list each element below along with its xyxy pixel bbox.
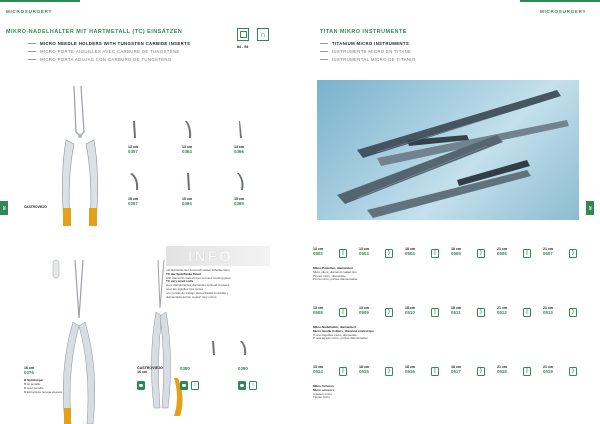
- tip-code: 0366: [234, 149, 244, 155]
- cell: 21 cm 0518: [497, 365, 508, 374]
- needle-holder-illustration: [50, 84, 110, 234]
- item-desc: B Spitzkörper B tip tenaille B avec tenaille B Estrampas tenaga ciseaux: [24, 378, 63, 394]
- cell: 21 cm 0507: [543, 247, 554, 256]
- right-page-number: 29: [586, 201, 594, 215]
- tip-item: [128, 120, 140, 154]
- tip-code: 0357: [128, 201, 138, 207]
- straight-jaw-icon: |: [523, 308, 531, 317]
- cell: 13 cm 0514: [313, 365, 324, 374]
- tip-item: [234, 172, 246, 206]
- right-section-label: MICROSURGERY: [540, 9, 587, 14]
- item-code: 0376: [24, 370, 34, 376]
- curved-jaw-icon: ): [569, 367, 577, 376]
- curved-jaw-icon: ): [477, 308, 485, 317]
- tc-badge-group: [237, 28, 269, 41]
- symbol-row: [238, 381, 257, 390]
- round-handle-icon: [238, 381, 246, 390]
- fine-tip-icon: [234, 120, 246, 140]
- tips-grid: [128, 120, 264, 215]
- item-code: 0380: [180, 366, 190, 371]
- tip-item: [234, 120, 246, 154]
- cell: 18 cm 0504: [405, 247, 416, 256]
- castroviejo-item: [137, 366, 163, 390]
- tip-size: 15 cm: [182, 197, 193, 201]
- cell: 18 cm 0516: [405, 365, 416, 374]
- cell: 13 cm 0509: [359, 306, 370, 315]
- left-sub-en: MICRO NEEDLE HOLDERS WITH TUNGSTEN CARBIDE INSERTS: [28, 41, 190, 46]
- curved-jaw-icon: ): [569, 249, 577, 258]
- straight-jaw-icon: |: [431, 308, 439, 317]
- bottom-item: [24, 366, 84, 395]
- cell: 21 cm 0512: [497, 306, 508, 315]
- straight-jaw-icon: |: [523, 249, 531, 258]
- tip-code: 0357: [128, 149, 138, 155]
- symbol-row: [180, 381, 199, 390]
- row-desc: Mikro-Scheren Micro scissors Ciseaux micro Tijeras micro: [313, 384, 335, 400]
- cell: 13 cm 0502: [313, 247, 324, 256]
- code-item: [180, 366, 199, 390]
- bullet-dash: [28, 43, 36, 44]
- cell: 13 cm 0508: [313, 306, 324, 315]
- tip-size: 15 cm: [128, 197, 139, 201]
- row-desc: Mikro-Pinzetten, diamantiert Micro pliers, diamond coated tips Pinces micro, diamantée Pinza micro, puntas diamantadas: [313, 266, 358, 282]
- curved-tip-icon: [238, 340, 248, 356]
- straight-jaw-icon: |: [431, 367, 439, 376]
- cell: 18 cm 0511: [451, 306, 462, 315]
- code-item: [238, 366, 257, 390]
- tip-item: [182, 172, 194, 206]
- curved-jaw-icon: ): [477, 249, 485, 258]
- curved-tip-icon: [128, 172, 140, 192]
- straight-jaw-icon: |: [523, 367, 531, 376]
- castro-size: 16 cm: [137, 370, 148, 375]
- bullet-dash: [28, 59, 36, 60]
- cell: 18 cm 0510: [405, 306, 416, 315]
- curved-tip-icon: [234, 172, 246, 192]
- cell: 18 cm 0515: [359, 365, 370, 374]
- left-sub-fr: MICRO PORTE-AIGUILLES AVEC CARBURE DE TUNGSTÈNE: [28, 49, 180, 54]
- tip-size: 13 cm: [128, 145, 139, 149]
- cell: 18 cm 0505: [451, 247, 462, 256]
- curved-jaw-icon: ): [385, 308, 393, 317]
- info-word: INFO: [188, 248, 234, 264]
- round-handle-icon: [137, 381, 145, 390]
- row-desc: Mikro-Nadelhalter, diamantiert Micro needle holders, diamond coated tips P orte-Aiguilles micro, diamantée P orta agujas micro, puntas diamantadas: [313, 325, 374, 341]
- tip-code: 0364: [182, 201, 192, 207]
- cell: 21 cm 0513: [543, 306, 554, 315]
- tip-size: 15 cm: [234, 197, 245, 201]
- straight-tip-icon: [208, 340, 218, 356]
- gold-handle-needle-holder-illustration: [45, 258, 115, 424]
- right-sub-en: TITANIUM MICRO INSTRUMENTS: [320, 41, 409, 46]
- bullet-dash: [320, 43, 328, 44]
- bullet-dash: [320, 51, 328, 52]
- info-text: mit diamantierten Innenschneiden Arbeitsenden, TC der Spitzflanke fixiert with diamond coated inner-crosses working jaws, TC very sized ends avec diamantiertes diamantée schneid croisées, pour les aiguilles très cortes con puntas de trabajo diamantadas cruzadas y diamantada acción sujetar muy cortos: [166, 268, 232, 299]
- badge-caption: 84 - 94: [237, 45, 249, 49]
- tip-item: [182, 120, 194, 154]
- cell: 21 cm 0519: [543, 365, 554, 374]
- castro-tag: CASTROVIEJO: [137, 366, 163, 370]
- item-code: 0390: [238, 366, 248, 371]
- curved-jaw-icon: ): [569, 308, 577, 317]
- instrument-photo: [317, 80, 579, 220]
- tip-item: [128, 172, 140, 206]
- right-sub-es: INSTRUMENTAL MICRO DE TITANIO: [320, 57, 416, 62]
- tip-size: 13 cm: [234, 145, 245, 149]
- curved-jaw-icon: ): [385, 249, 393, 258]
- castroviejo-needle-holder-illustration: [140, 258, 190, 418]
- curved-jaw-icon: ): [385, 367, 393, 376]
- lock-handle-icon: ∩: [249, 381, 257, 390]
- tip-code: 0364: [182, 149, 192, 155]
- right-header-bar: [520, 0, 600, 2]
- straight-tip-icon: [128, 120, 140, 140]
- tc-badge-icon: [237, 28, 249, 41]
- left-title: MIKRO-NADELHALTER MIT HARTMETALL (TC) EINSÄTZEN: [6, 29, 183, 35]
- left-header-bar: [0, 0, 80, 2]
- cell: 13 cm 0503: [359, 247, 370, 256]
- item-size: 16 cm: [24, 366, 35, 370]
- cell: 21 cm 0506: [497, 247, 508, 256]
- bullet-dash: [28, 51, 36, 52]
- straight-jaw-icon: |: [431, 249, 439, 258]
- straight-jaw-icon: |: [339, 367, 347, 376]
- right-sub-fr: INSTRUMENTS MICRO EN TITANE: [320, 49, 411, 54]
- symbol-row: [137, 381, 163, 390]
- left-sub-es: MICRO PORTA AGUJAS CON CARBURO DE TUNGSTENO: [28, 57, 172, 62]
- left-section-label: MICROSURGERY: [6, 9, 53, 14]
- titanium-instruments-image: [317, 80, 579, 220]
- cell: 18 cm 0517: [451, 365, 462, 374]
- instrument-badge-icon: ∩: [257, 28, 269, 41]
- straight-jaw-icon: |: [339, 249, 347, 258]
- lock-handle-icon: ∩: [191, 381, 199, 390]
- straight-jaw-icon: |: [339, 308, 347, 317]
- curved-jaw-icon: ): [477, 367, 485, 376]
- right-title: TITAN MIKRO INSTRUMENTE: [320, 29, 407, 35]
- tip-size: 13 cm: [182, 145, 193, 149]
- curved-tip-icon: [182, 120, 194, 140]
- round-handle-icon: [180, 381, 188, 390]
- left-page-number: 28: [0, 201, 8, 215]
- bullet-dash: [320, 59, 328, 60]
- tip-code: 0369: [234, 201, 244, 207]
- straight-tip-icon: [182, 172, 194, 192]
- left-side-tag: CASTROVIEJO: [24, 205, 47, 209]
